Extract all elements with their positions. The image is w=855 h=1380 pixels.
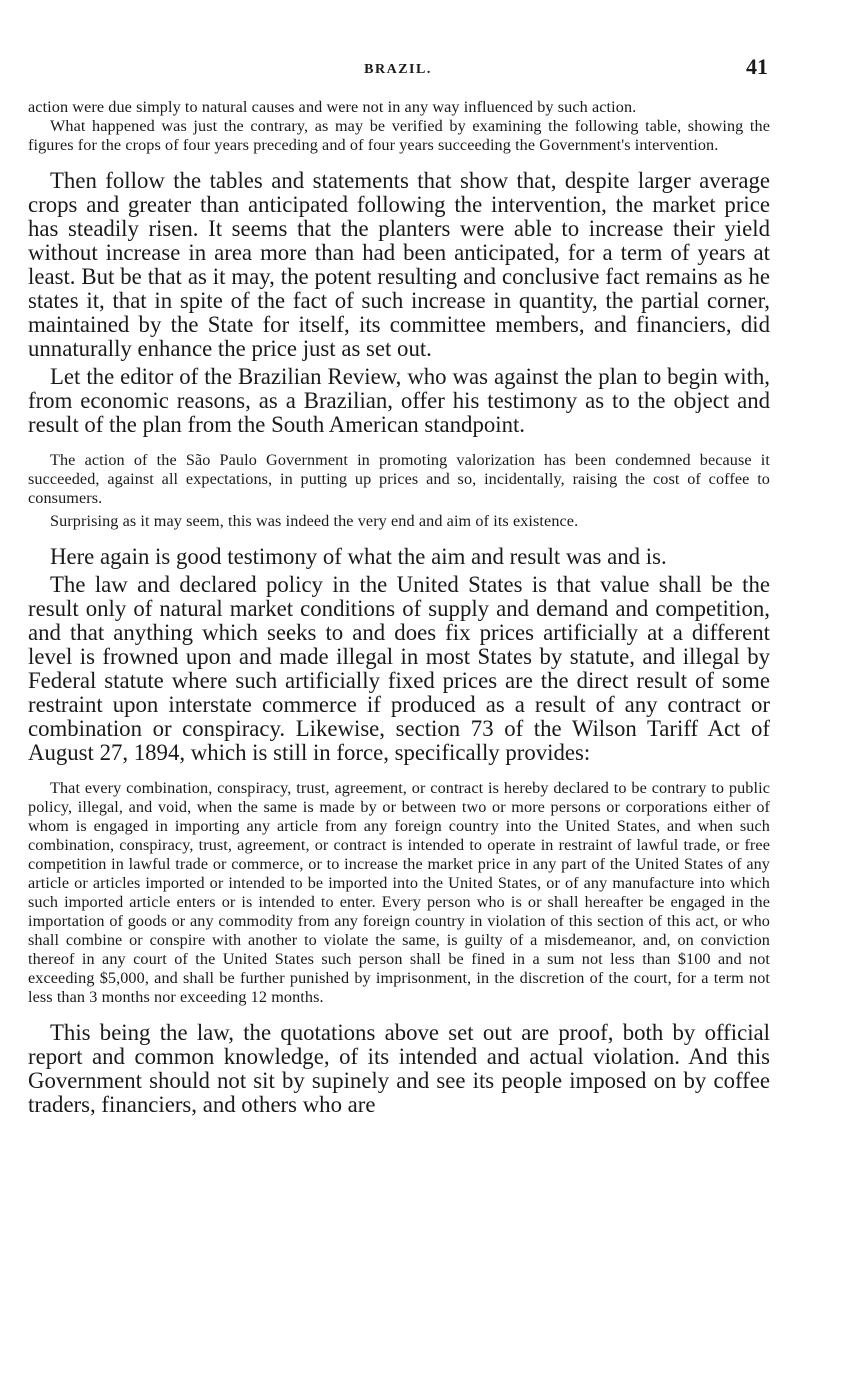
body-paragraph: Let the editor of the Brazilian Review, who was against the plan to begin with, from economic reasons, as a Brazilian, offer his testimony as to the object and result of the plan from the South American standpoint. <box>28 364 770 437</box>
quote-paragraph: Surprising as it may seem, this was indeed the very end and aim of its existence. <box>50 512 579 530</box>
quote-paragraph: What happened was just the contrary, as may be verified by examining the following table, showing the figures for the crops of four years preceding and of four years succeeding the Government's intervention. <box>28 117 770 154</box>
page-body <box>28 98 770 1117</box>
page-number: 41 <box>746 54 768 79</box>
body-paragraph: Here again is good testimony of what the aim and result was and is. <box>50 544 667 569</box>
quote-continuation: action were due simply to natural causes and were not in any way influenced by such action. <box>28 98 637 116</box>
running-head: BRAZIL. <box>364 62 432 77</box>
page-header <box>28 54 768 84</box>
body-paragraph: This being the law, the quotations above set out are proof, both by official report and common knowledge, of its intended and actual violation. And this Government should not sit by supinely and see its people imposed on by coffee traders, financiers, and others who are <box>28 1020 770 1117</box>
body-paragraph: Then follow the tables and statements that show that, despite larger average crops and greater than anticipated following the intervention, the market price has steadily risen. It seems that the planters were able to increase their yield without increase in area more than had been anticipated, for a term of years at least. But be that as it may, the potent resulting and conclusive fact remains as he states it, that in spite of the fact of such increase in quantity, the partial corner, maintained by the State for itself, its committee members, and financiers, did unnaturally enhance the price just as set out. <box>28 168 770 361</box>
statute-quote: That every combination, conspiracy, trust, agreement, or contract is hereby declared to be contrary to public policy, illegal, and void, when the same is made by or between two or more persons or corporations either of whom is engaged in importing any article from any foreign country into the United States, and when such combination, conspiracy, trust, agreement, or contract is intended to operate in restraint of lawful trade, or free competition in lawful trade or commerce, or to increase the market price in any part of the United States of any article or articles imported or intended to be imported into the United States, or of any manufacture into which such imported article enters or is intended to enter. Every person who is or shall hereafter be engaged in the importation of goods or any commodity from any foreign country in violation of this section of this act, or who shall combine or conspire with another to violate the same, is guilty of a misdemeanor, and, on conviction thereof in any court of the United States such person shall be fined in a sum not less than $100 and not exceeding $5,000, and shall be further punished by imprisonment, in the discretion of the court, for a term not less than 3 months nor exceeding 12 months. <box>28 779 770 1006</box>
body-paragraph: The law and declared policy in the United States is that value shall be the result only of natural market conditions of supply and demand and competition, and that anything which seeks to and does fix prices artificially at a different level is frowned upon and made illegal in most States by statute, and illegal by Federal statute where such artificially fixed prices are the direct result of some restraint upon interstate commerce if produced as a result of any contract or combination or conspiracy. Likewise, section 73 of the Wilson Tariff Act of August 27, 1894, which is still in force, specifically provides: <box>28 572 770 765</box>
quote-paragraph: The action of the São Paulo Government in promoting valorization has been condemned because it succeeded, against all expectations, in putting up prices and so, incidentally, raising the cost of coffee to consumers. <box>28 451 770 507</box>
